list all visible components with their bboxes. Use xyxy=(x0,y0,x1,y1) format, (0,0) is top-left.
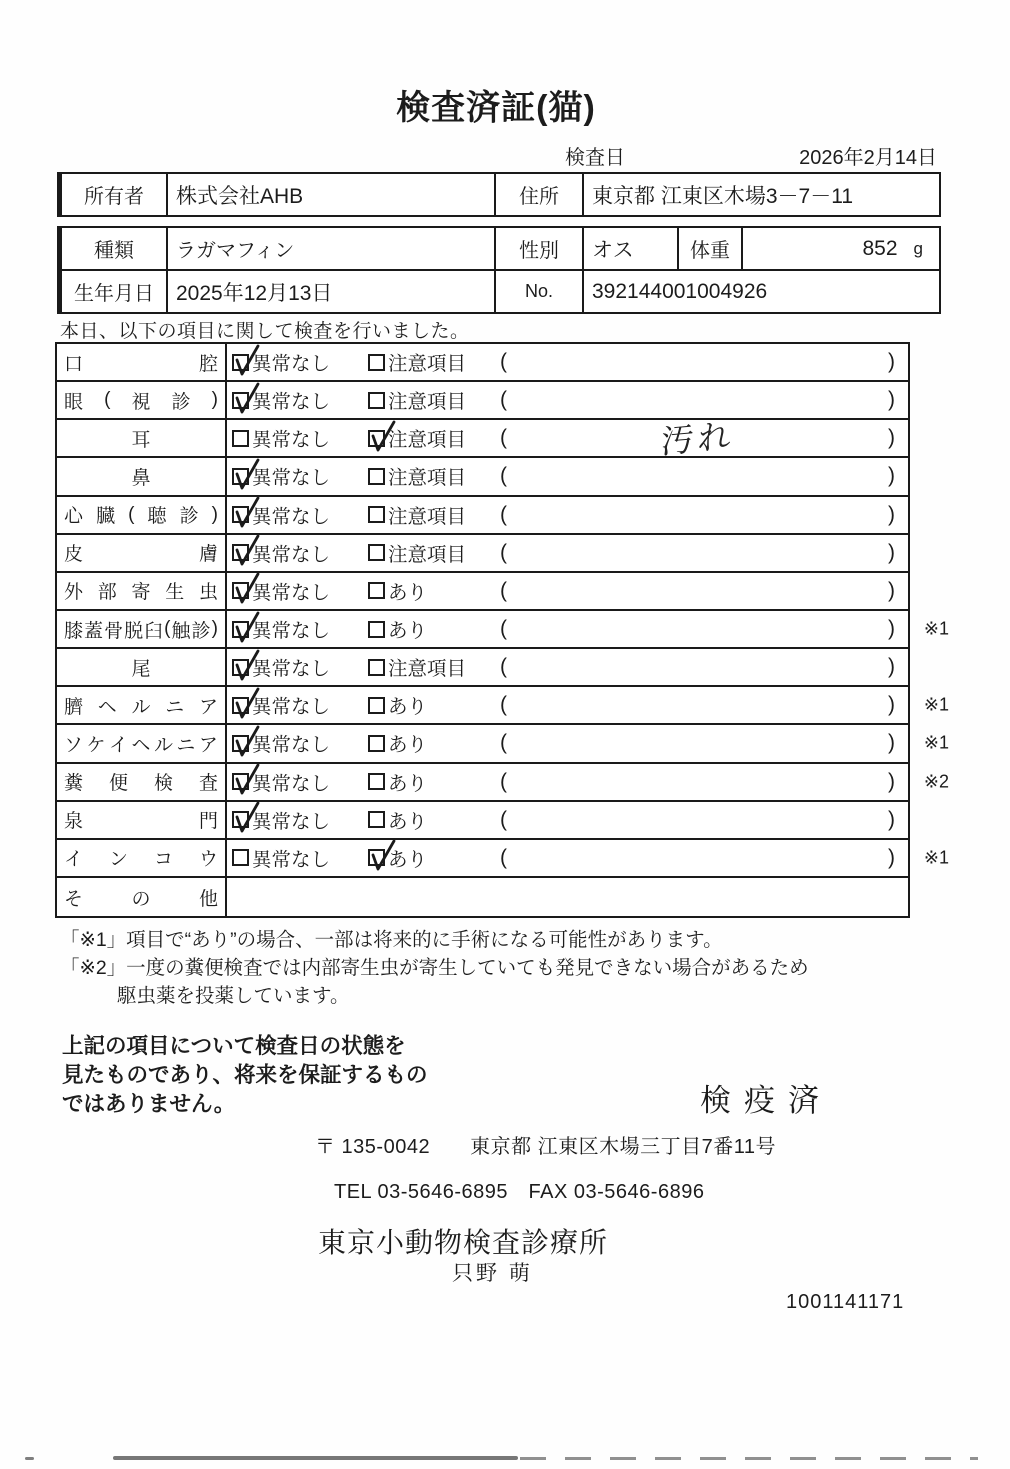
paren-close: ) xyxy=(888,502,895,526)
checkbox[interactable] xyxy=(368,582,385,599)
checkbox[interactable] xyxy=(368,354,385,371)
paren-close: ) xyxy=(888,807,895,831)
scan-artifact-segment xyxy=(113,1456,518,1460)
postal-code: 〒 135-0042 xyxy=(315,1136,431,1158)
paren-close: ) xyxy=(888,617,895,641)
exam-item-label: 皮 膚 xyxy=(57,535,227,571)
scan-artifact-dot xyxy=(25,1457,34,1460)
inspection-date-value: 2026年2月14日 xyxy=(799,147,937,169)
option-label: 異常なし xyxy=(252,429,331,452)
checkbox[interactable] xyxy=(368,506,385,523)
disclaimer-line-2: 見たものであり、将来を保証するもの xyxy=(62,1063,428,1087)
document-number: 1001141171 xyxy=(786,1291,905,1313)
paren-open: ( xyxy=(500,350,507,374)
paren-open: ( xyxy=(500,464,507,488)
exam-row xyxy=(57,611,949,649)
footnote-2: 「※2」一度の糞便検査では内部寄生虫が寄生していても発見できない場合があるため xyxy=(60,957,809,979)
pet-table xyxy=(57,226,941,314)
checkbox-checked[interactable] xyxy=(232,506,249,523)
paren-close: ) xyxy=(888,769,895,793)
checkbox-checked[interactable] xyxy=(232,659,249,676)
weight-unit: g xyxy=(913,238,923,258)
exam-row xyxy=(57,458,908,496)
checkbox[interactable] xyxy=(368,811,385,828)
option-label: 注意項目 xyxy=(388,429,467,452)
paren-open: ( xyxy=(500,617,507,641)
owner-table xyxy=(57,172,941,217)
exam-row xyxy=(57,497,908,535)
quarantine-stamp: 検疫済 xyxy=(700,1083,832,1118)
checkbox-checked[interactable] xyxy=(368,430,385,447)
exam-row xyxy=(57,535,908,573)
exam-row xyxy=(57,878,908,916)
exam-option xyxy=(232,386,368,414)
paren-close: ) xyxy=(888,655,895,679)
checkbox[interactable] xyxy=(232,849,249,866)
exam-item-label: そ の 他 xyxy=(57,878,227,916)
scan-artifact-dashes xyxy=(520,1457,978,1460)
birthdate-label: 生年月日 xyxy=(62,271,168,312)
remark-area xyxy=(500,503,908,527)
disclaimer-text xyxy=(62,1032,428,1119)
option-label: 注意項目 xyxy=(388,543,467,566)
breed-value: ラガマフィン xyxy=(168,228,496,269)
option-label: 注意項目 xyxy=(388,467,467,490)
paren-open: ( xyxy=(500,807,507,831)
remark-area xyxy=(500,846,908,870)
option-label: あり xyxy=(388,696,428,719)
option-label: 異常なし xyxy=(252,734,331,757)
exam-row xyxy=(57,416,908,461)
footnotes xyxy=(60,926,809,1010)
weight-label: 体重 xyxy=(679,228,743,269)
remark-area xyxy=(500,388,908,412)
paren-close: ) xyxy=(888,693,895,717)
footnote-2-cont: 駆虫薬を投薬しています。 xyxy=(117,985,350,1007)
checkbox[interactable] xyxy=(368,468,385,485)
exam-row xyxy=(57,382,908,420)
exam-option xyxy=(368,348,500,376)
exam-option xyxy=(368,691,500,719)
remark-area xyxy=(500,579,908,603)
exam-item-label: 泉 門 xyxy=(57,802,227,838)
exam-item-label: 耳 xyxy=(57,420,227,456)
exam-option xyxy=(232,768,368,796)
checkbox[interactable] xyxy=(368,773,385,790)
option-label: 異常なし xyxy=(252,353,331,376)
option-label: あり xyxy=(388,772,428,795)
exam-option xyxy=(368,386,500,414)
birthdate-value: 2025年12月13日 xyxy=(168,271,496,312)
exam-option xyxy=(232,729,368,757)
bottom-scan-artifact xyxy=(0,1456,1010,1461)
option-label: 異常なし xyxy=(252,543,331,566)
option-label: 異常なし xyxy=(252,391,331,414)
option-label: 異常なし xyxy=(252,696,331,719)
reference-mark: ※1 xyxy=(923,732,949,753)
exam-item-label: 糞 便 検 査 xyxy=(57,764,227,800)
checkbox[interactable] xyxy=(368,621,385,638)
checkbox[interactable] xyxy=(368,735,385,752)
exam-option xyxy=(232,806,368,834)
disclaimer-line-1: 上記の項目について検査日の状態を xyxy=(62,1034,406,1058)
remark-area xyxy=(500,770,908,794)
option-label: あり xyxy=(388,734,428,757)
exam-option xyxy=(232,653,368,681)
paren-open: ( xyxy=(500,845,507,869)
sex-value: オス xyxy=(584,228,679,269)
exam-option xyxy=(232,691,368,719)
footnote-1: 「※1」項目で“あり”の場合、一部は将来的に手術になる可能性があります。 xyxy=(60,929,723,951)
option-label: あり xyxy=(388,810,428,833)
checkbox-checked[interactable] xyxy=(232,811,249,828)
reference-mark: ※1 xyxy=(923,618,949,639)
exam-item-label: 膝 蓋 骨 脱 臼 ( 触 診 ) xyxy=(57,611,227,647)
remark-area xyxy=(500,731,908,755)
paren-open: ( xyxy=(500,731,507,755)
reference-mark: ※1 xyxy=(923,694,949,715)
exam-item-label: 臍 ヘ ル ニ ア xyxy=(57,687,227,723)
checkbox-checked[interactable] xyxy=(232,697,249,714)
checkbox[interactable] xyxy=(232,430,249,447)
option-label: あり xyxy=(388,848,428,871)
sex-label: 性別 xyxy=(496,228,584,269)
exam-option xyxy=(232,844,368,872)
clinic-name: 東京小動物検査診療所 xyxy=(318,1227,609,1258)
clinic-address: 東京都 江東区木場三丁目7番11号 xyxy=(470,1136,777,1158)
exam-row xyxy=(57,840,949,878)
exam-option xyxy=(368,462,500,490)
weight-value: 852 xyxy=(862,236,898,260)
owner-address-label: 住所 xyxy=(496,174,584,215)
exam-item-label: 尾 xyxy=(57,649,227,685)
exam-rows xyxy=(57,344,949,916)
exam-item-label: ソ ケ イ ヘ ル ニ ア xyxy=(57,725,227,761)
reference-mark: ※1 xyxy=(923,847,949,868)
exam-option xyxy=(368,615,500,643)
exam-option xyxy=(232,577,368,605)
checkbox-checked[interactable] xyxy=(232,621,249,638)
remark-area xyxy=(500,617,908,641)
option-label: 注意項目 xyxy=(388,353,467,376)
exam-option xyxy=(368,501,500,529)
paren-open: ( xyxy=(500,655,507,679)
option-label: あり xyxy=(388,620,428,643)
checkbox-checked[interactable] xyxy=(232,773,249,790)
paren-close: ) xyxy=(888,426,895,450)
option-label: 異常なし xyxy=(252,467,331,490)
paren-open: ( xyxy=(500,426,507,450)
exam-row xyxy=(57,573,908,611)
exam-option xyxy=(368,806,500,834)
exam-item-label: 眼 ( 視 診 ) xyxy=(57,382,227,418)
intro-text: 本日、以下の項目に関して検査を行いました。 xyxy=(60,321,470,342)
option-label: あり xyxy=(388,581,428,604)
exam-option xyxy=(232,348,368,376)
exam-option xyxy=(232,539,368,567)
exam-item-label: 鼻 xyxy=(57,458,227,494)
exam-option xyxy=(232,615,368,643)
exam-option xyxy=(368,729,500,757)
paren-close: ) xyxy=(888,845,895,869)
exam-option xyxy=(368,539,500,567)
breed-label: 種類 xyxy=(62,228,168,269)
exam-option xyxy=(232,501,368,529)
checkbox[interactable] xyxy=(368,697,385,714)
checkbox-checked[interactable] xyxy=(232,582,249,599)
paren-close: ) xyxy=(888,540,895,564)
exam-row xyxy=(57,687,949,725)
exam-option xyxy=(368,424,500,452)
tel-fax: TEL 03-5646-6895 FAX 03-5646-6896 xyxy=(334,1181,705,1203)
checkbox[interactable] xyxy=(368,544,385,561)
exam-item-label: 口 腔 xyxy=(57,344,227,380)
option-label: 注意項目 xyxy=(388,658,467,681)
owner-address-value: 東京都 江東区木場3－7－11 xyxy=(592,184,853,208)
exam-option xyxy=(368,844,500,872)
exam-row xyxy=(57,344,908,382)
paren-open: ( xyxy=(500,693,507,717)
exam-item-label: 心 臓 ( 聴 診 ) xyxy=(57,497,227,533)
option-label: 異常なし xyxy=(252,848,331,871)
examiner-name: 只野 萌 xyxy=(452,1262,533,1285)
remark-area xyxy=(500,350,908,374)
checkbox-checked[interactable] xyxy=(232,468,249,485)
inspection-date-row xyxy=(565,141,937,170)
paren-close: ) xyxy=(888,578,895,602)
checkbox-checked[interactable] xyxy=(232,544,249,561)
checkbox[interactable] xyxy=(368,392,385,409)
remark-area xyxy=(500,417,908,460)
paren-close: ) xyxy=(888,731,895,755)
exam-row xyxy=(57,649,908,687)
owner-value: 株式会社AHB xyxy=(168,174,496,215)
checkbox-checked[interactable] xyxy=(232,392,249,409)
clinic-address-row xyxy=(315,1130,776,1159)
reference-mark: ※2 xyxy=(923,771,949,792)
exam-option xyxy=(232,424,368,452)
exam-row xyxy=(57,764,949,802)
paren-open: ( xyxy=(500,578,507,602)
option-label: 異常なし xyxy=(252,772,331,795)
exam-row xyxy=(57,802,908,840)
remark-area xyxy=(500,655,908,679)
no-label: No. xyxy=(496,271,584,312)
no-value: 392144001004926 xyxy=(592,279,768,303)
inspection-date-label: 検査日 xyxy=(565,147,625,169)
remark-area xyxy=(500,541,908,565)
checkbox-checked[interactable] xyxy=(232,354,249,371)
paren-open: ( xyxy=(500,388,507,412)
option-label: 注意項目 xyxy=(388,505,467,528)
paren-open: ( xyxy=(500,502,507,526)
handwritten-note: 汚れ xyxy=(659,416,736,461)
remark-area xyxy=(500,693,908,717)
option-label: 異常なし xyxy=(252,505,331,528)
exam-option xyxy=(368,653,500,681)
exam-row xyxy=(57,725,949,763)
option-label: 異常なし xyxy=(252,581,331,604)
option-label: 異常なし xyxy=(252,810,331,833)
exam-option xyxy=(368,577,500,605)
page-title: 検査済証(猫) xyxy=(396,89,596,127)
exam-item-label: 外 部 寄 生 虫 xyxy=(57,573,227,609)
paren-close: ) xyxy=(888,388,895,412)
exam-item-label: イ ン コ ウ xyxy=(57,840,227,876)
paren-open: ( xyxy=(500,769,507,793)
exam-option xyxy=(232,462,368,490)
exam-table xyxy=(55,342,949,918)
remark-area xyxy=(500,808,908,832)
checkbox[interactable] xyxy=(368,659,385,676)
paren-open: ( xyxy=(500,540,507,564)
disclaimer-line-3: ではありません。 xyxy=(62,1092,236,1116)
option-label: 異常なし xyxy=(252,620,331,643)
exam-option xyxy=(368,768,500,796)
paren-close: ) xyxy=(888,350,895,374)
paren-close: ) xyxy=(888,464,895,488)
checkbox-checked[interactable] xyxy=(368,849,385,866)
remark-area xyxy=(500,464,908,488)
checkbox-checked[interactable] xyxy=(232,735,249,752)
option-label: 注意項目 xyxy=(388,391,467,414)
owner-label: 所有者 xyxy=(62,174,168,215)
option-label: 異常なし xyxy=(252,658,331,681)
